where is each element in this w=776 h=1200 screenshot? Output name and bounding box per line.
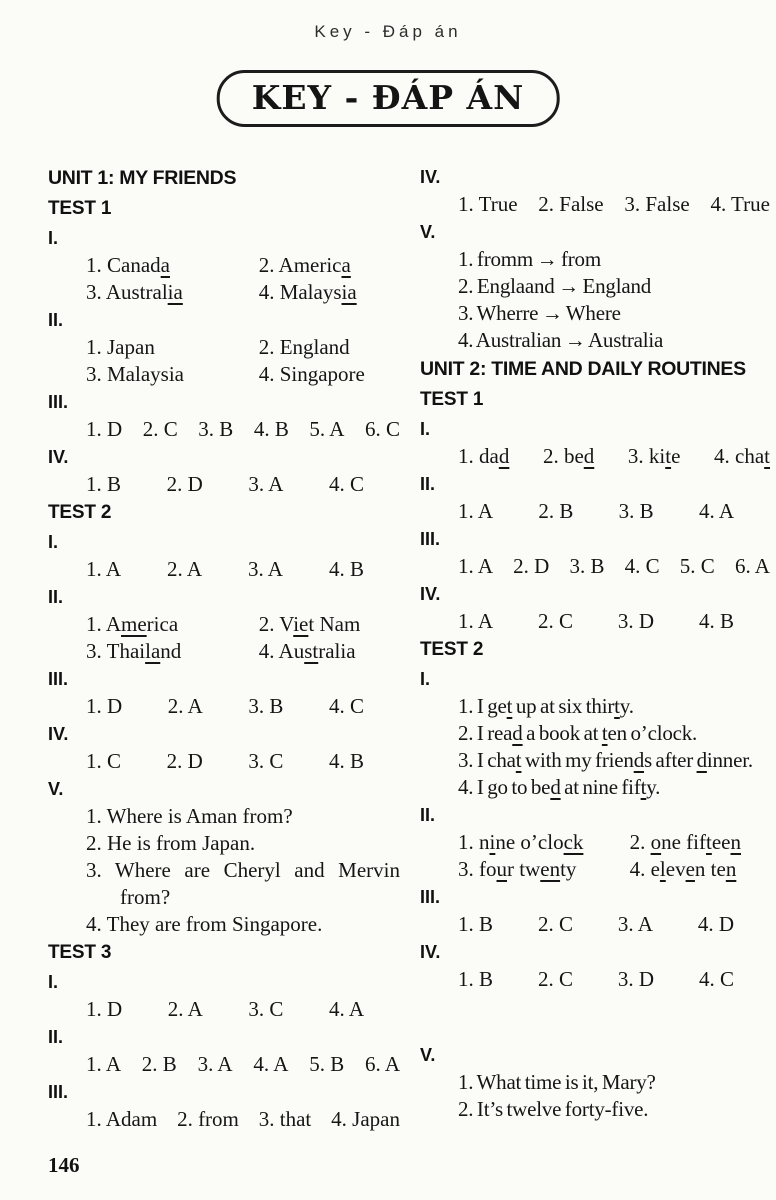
answer-row (420, 608, 770, 635)
answer-row (48, 1106, 400, 1133)
answer-item: 4. C (328, 694, 364, 718)
answer-item: 3. Thailand (86, 639, 182, 663)
answer-item: 3. D (617, 967, 655, 991)
answer-line: 2. It’s twelve forty-five. (458, 1097, 649, 1121)
page-title: KEY - ĐÁP ÁN (251, 78, 525, 117)
answer-line: 2. He is from Japan. (86, 831, 256, 855)
answer-item: 1. America (86, 612, 179, 636)
answer-line: 2. Englaand → England (458, 274, 652, 298)
answer-item: 3. that (258, 1107, 312, 1131)
answer-item: 6. C (364, 417, 400, 441)
answer-item: 1. Adam (86, 1107, 158, 1131)
section-heading: I. (420, 419, 431, 439)
answer-item: 2. A (166, 557, 202, 581)
answer-item: 1. A (86, 557, 122, 581)
answer-line: 1. What time is it, Mary? (458, 1070, 656, 1094)
answer-row (420, 856, 770, 883)
answer-item: 4. B (328, 557, 364, 581)
answer-row (420, 553, 770, 580)
section-heading: IV. (48, 724, 69, 744)
answer-row (48, 279, 400, 306)
section-heading: III. (48, 392, 69, 412)
answer-item: 4. Australia (258, 639, 356, 663)
answer-item: 2. C (537, 609, 573, 633)
answer-item: 1. Canada (86, 253, 170, 277)
answer-item: 3. A (617, 912, 653, 936)
section-heading: II. (420, 474, 436, 494)
section-heading: IV. (420, 584, 441, 604)
answer-item: 4. eleven ten (629, 857, 737, 881)
answer-item: 2. bed (542, 444, 595, 468)
answer-item: 2. C (537, 912, 573, 936)
answer-item: 2. England (258, 335, 350, 359)
answer-item: 1. C (86, 749, 122, 773)
answer-row (48, 334, 400, 361)
answer-item: 1. dad (458, 444, 510, 468)
answer-item: 1. D (86, 694, 123, 718)
test-heading: TEST 1 (420, 389, 484, 410)
answer-line: 1. fromm → from (458, 247, 601, 271)
answer-row (420, 829, 770, 856)
answer-item: 1. True (458, 192, 518, 216)
answer-line: 1. I get up at six thirty. (458, 694, 634, 718)
answer-item: 1. nine o’clock (458, 830, 584, 854)
answer-item: 4. C (698, 967, 734, 991)
answer-item: 2. America (258, 253, 351, 277)
answer-item: 3. A (248, 472, 284, 496)
answer-row (48, 611, 400, 638)
unit-heading: UNIT 2: TIME AND DAILY ROUTINES (420, 358, 746, 380)
answer-item: 1. B (86, 472, 122, 496)
section-heading: I. (420, 669, 431, 689)
answer-row (420, 191, 770, 218)
answer-item: 3. B (248, 694, 284, 718)
answer-item: 2. from (177, 1107, 239, 1131)
section-heading: III. (48, 1082, 69, 1102)
section-heading: II. (420, 805, 436, 825)
answer-item: 4. B (253, 417, 289, 441)
answer-item: 3. kite (627, 444, 681, 468)
answer-item: 4. B (328, 749, 364, 773)
section-heading: II. (48, 1027, 64, 1047)
answer-item: 2. B (538, 499, 574, 523)
answer-row (48, 361, 400, 388)
answer-item: 4. A (328, 997, 364, 1021)
answer-item: 5. A (309, 417, 345, 441)
section-heading: III. (48, 669, 69, 689)
answer-item: 1. Japan (86, 335, 155, 359)
answer-row (48, 416, 400, 443)
title-box (217, 70, 560, 127)
answer-item: 5. B (309, 1052, 345, 1076)
answer-row (48, 693, 400, 720)
answer-item: 4. Japan (331, 1107, 400, 1131)
test-heading: TEST 1 (48, 198, 112, 219)
answer-item: 1. D (86, 417, 123, 441)
answer-row (48, 748, 400, 775)
answer-item: 1. D (86, 997, 123, 1021)
answer-item: 2. B (141, 1052, 177, 1076)
answer-item: 1. A (86, 1052, 122, 1076)
page-number: 146 (48, 1153, 80, 1177)
answer-item: 3. False (624, 192, 690, 216)
answer-row (48, 1051, 400, 1078)
answer-row (48, 638, 400, 665)
answer-item: 2. D (166, 749, 203, 773)
answer-paragraph: 3. Where are Cheryl and Mervin from? (86, 858, 400, 909)
answer-item: 4. A (698, 499, 734, 523)
section-heading: V. (420, 1045, 436, 1065)
answer-line: 3. I chat with my friends after dinner. (458, 748, 753, 772)
answer-row (420, 966, 770, 993)
answer-item: 2. Viet Nam (258, 612, 361, 636)
answer-item: 4. Singapore (258, 362, 365, 386)
answer-item: 4. B (698, 609, 734, 633)
section-heading: IV. (48, 447, 69, 467)
answer-item: 2. C (537, 967, 573, 991)
answer-item: 2. D (166, 472, 203, 496)
test-heading: TEST 3 (48, 942, 112, 963)
answer-item: 1. B (458, 912, 494, 936)
answer-item: 3. B (618, 499, 654, 523)
answer-item: 3. four twenty (458, 857, 577, 881)
section-heading: IV. (420, 942, 441, 962)
answer-item: 3. B (198, 417, 234, 441)
answer-item: 2. False (538, 192, 604, 216)
answer-item: 4. C (328, 472, 364, 496)
answer-line: 4. I go to bed at nine fifty. (458, 775, 661, 799)
answer-item: 3. Malaysia (86, 362, 184, 386)
column-right (420, 163, 770, 1123)
section-heading: V. (48, 779, 64, 799)
answer-item: 4. chat (714, 444, 770, 468)
test-heading: TEST 2 (48, 502, 112, 523)
answer-item: 4. True (710, 192, 770, 216)
answer-row (48, 252, 400, 279)
answer-item: 3. Australia (86, 280, 183, 304)
answer-item: 3. A (197, 1052, 233, 1076)
answer-item: 4. Malaysia (258, 280, 357, 304)
section-heading: IV. (420, 167, 441, 187)
answer-item: 2. A (167, 694, 203, 718)
test-heading: TEST 2 (420, 639, 484, 660)
unit-heading: UNIT 1: MY FRIENDS (48, 167, 237, 189)
spacer (420, 993, 770, 1041)
answer-item: 5. C (679, 554, 715, 578)
answer-item: 1. A (458, 499, 494, 523)
answer-row (48, 996, 400, 1023)
answer-row (420, 911, 770, 938)
answer-line: 2. I read a book at ten o’clock. (458, 721, 698, 745)
answer-item: 2. C (142, 417, 178, 441)
answer-item: 3. A (247, 557, 283, 581)
answer-row (420, 443, 770, 470)
answer-row (48, 556, 400, 583)
answer-row (48, 471, 400, 498)
answer-line: 1. Where is Aman from? (86, 804, 293, 828)
answer-item: 4. D (697, 912, 734, 936)
section-heading: I. (48, 532, 59, 552)
running-head: Key - Đáp án (314, 22, 462, 41)
answer-row (420, 498, 770, 525)
answer-item: 6. A (364, 1052, 400, 1076)
section-heading: V. (420, 222, 436, 242)
answer-item: 4. C (624, 554, 660, 578)
answer-item: 3. D (617, 609, 655, 633)
section-heading: II. (48, 310, 64, 330)
answer-item: 6. A (734, 554, 770, 578)
section-heading: III. (420, 529, 441, 549)
answer-line: 4. They are from Singapore. (86, 912, 323, 936)
answer-line: 4. Australian → Australia (458, 328, 664, 352)
answer-item: 3. C (248, 749, 284, 773)
answer-line: 3. Wherre → Where (458, 301, 621, 325)
answer-item: 1. B (458, 967, 494, 991)
answer-item: 4. A (253, 1052, 289, 1076)
answer-item: 2. D (513, 554, 550, 578)
section-heading: II. (48, 587, 64, 607)
column-left (48, 163, 400, 1133)
answer-item: 2. one fifteen (629, 830, 741, 854)
answer-item: 1. A (458, 554, 494, 578)
answer-item: 1. A (458, 609, 494, 633)
answer-item: 3. C (248, 997, 284, 1021)
answer-item: 2. A (167, 997, 203, 1021)
section-heading: III. (420, 887, 441, 907)
answer-item: 3. B (569, 554, 605, 578)
section-heading: I. (48, 228, 59, 248)
section-heading: I. (48, 972, 59, 992)
